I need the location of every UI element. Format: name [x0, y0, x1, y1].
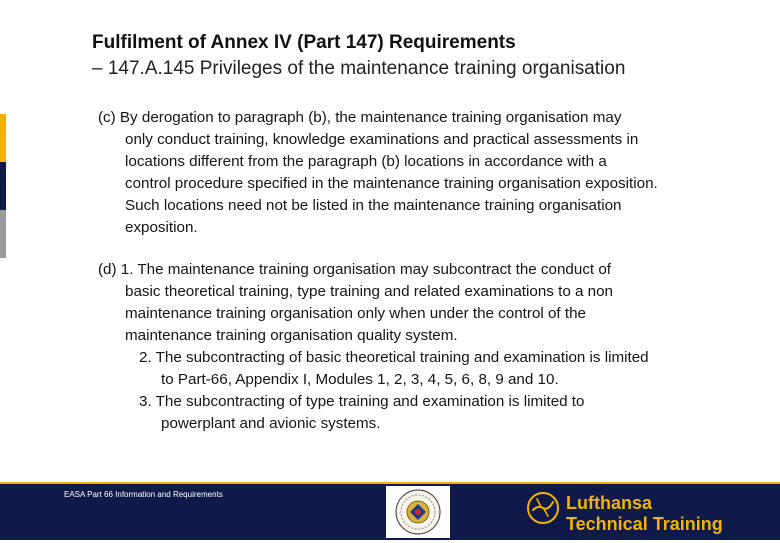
paragraph-d-line: basic theoretical training, type training and related examinations to a non [125, 283, 613, 300]
paragraph-d-line: powerplant and avionic systems. [161, 415, 381, 432]
paragraph-c-line: (c) By derogation to paragraph (b), the maintenance training organisation may [98, 109, 622, 126]
paragraph-c-line: control procedure specified in the maintenance training organisation exposition. [125, 175, 658, 192]
paragraph-c-line: only conduct training, knowledge examinations and practical assessments in [125, 131, 639, 148]
paragraph-d-line: (d) 1. The maintenance training organisation may subcontract the conduct of [98, 261, 612, 278]
slide-subtitle: – 147.A.145 Privileges of the maintenance training organisation [92, 58, 626, 79]
paragraph-d-line: 3. The subcontracting of type training and examination is limited to [139, 393, 585, 410]
brand-division: Technical Training [566, 514, 723, 534]
accent-bar-navy [0, 162, 6, 210]
paragraph-d [98, 259, 770, 435]
paragraph-d-line: 2. The subcontracting of basic theoretical training and examination is limited [139, 349, 649, 366]
lufthansa-crane-icon [526, 491, 560, 530]
paragraph-c-line: Such locations need not be listed in the maintenance training organisation [125, 197, 622, 214]
accent-bar-yellow [0, 114, 6, 162]
brand-name: Lufthansa [566, 493, 653, 513]
paragraph-d-line: maintenance training organisation quality system. [125, 327, 458, 344]
paragraph-d-line: to Part-66, Appendix I, Modules 1, 2, 3, 4, 5, 6, 8, 9 and 10. [161, 371, 559, 388]
paragraph-c [98, 107, 770, 239]
paragraph-c-line: locations different from the paragraph (b) locations in accordance with a [125, 153, 607, 170]
footer-caption: EASA Part 66 Information and Requirements [64, 490, 223, 499]
institution-seal-icon [386, 486, 450, 538]
paragraph-d-line: maintenance training organisation only when under the control of the [125, 305, 586, 322]
slide-title: Fulfilment of Annex IV (Part 147) Requirements [92, 32, 516, 53]
accent-bar-gray [0, 210, 6, 258]
paragraph-c-line: exposition. [125, 219, 198, 236]
